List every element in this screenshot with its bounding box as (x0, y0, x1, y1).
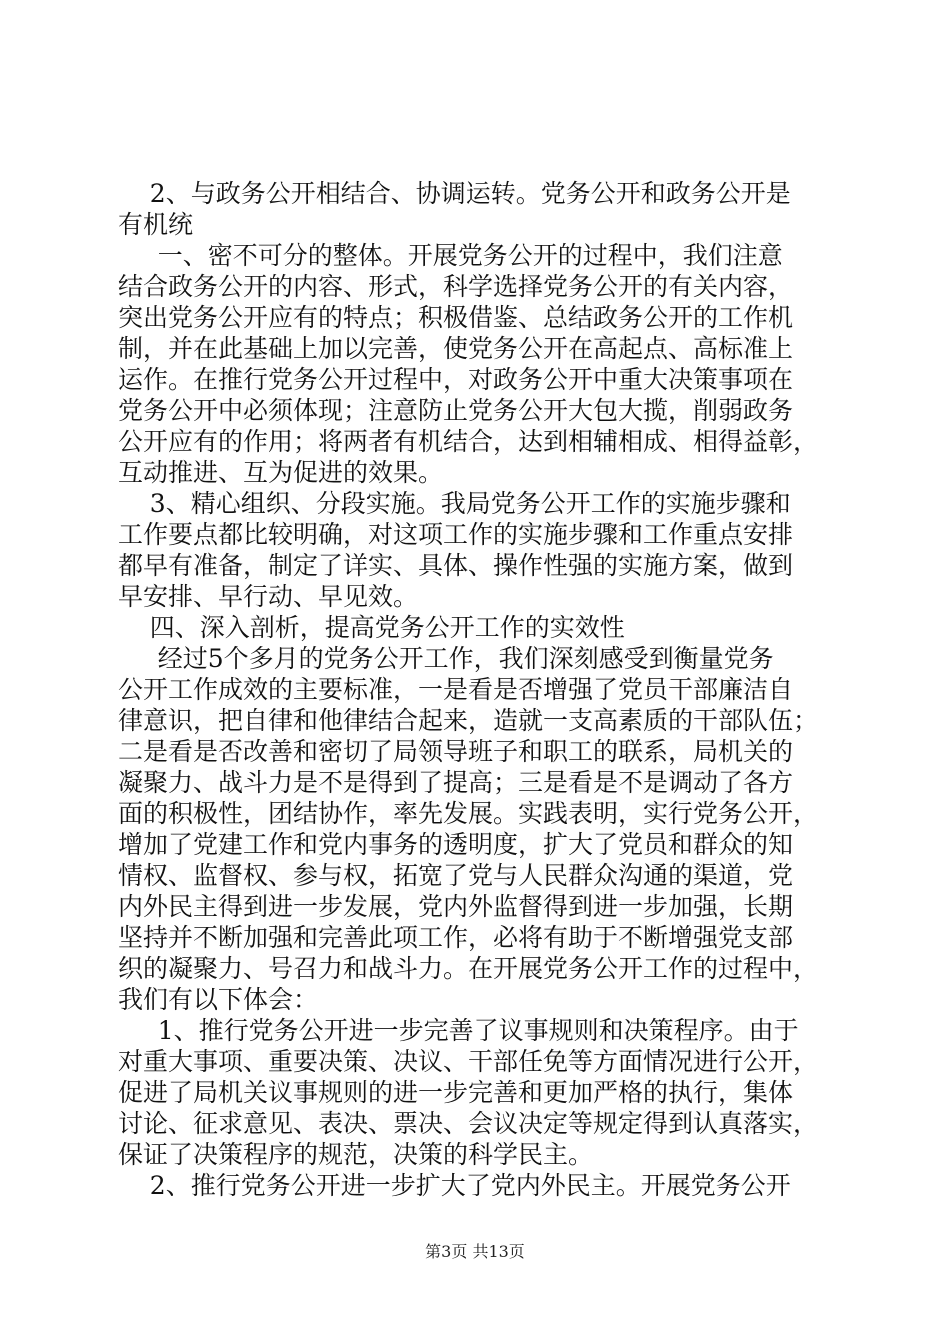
text-line: 公开应有的作用；将两者有机结合，达到相辅相成、相得益彰， (118, 427, 819, 456)
text-line: 党务公开中必须体现；注意防止党务公开大包大揽，削弱政务 (118, 396, 794, 425)
text-line: 1、推行党务公开进一步完善了议事规则和决策程序。由于 (118, 1016, 799, 1045)
text-line: 工作要点都比较明确，对这项工作的实施步骤和工作重点安排 (118, 520, 794, 549)
text-line: 结合政务公开的内容、形式，科学选择党务公开的有关内容， (118, 272, 794, 301)
text-line: 3、精心组织、分段实施。我局党务公开工作的实施步骤和 (118, 489, 791, 518)
text-line: 都早有准备，制定了详实、具体、操作性强的实施方案，做到 (118, 551, 794, 580)
text-line: 面的积极性，团结协作，率先发展。实践表明，实行党务公开， (118, 799, 819, 828)
text-line: 2、与政务公开相结合、协调运转。党务公开和政务公开是 (118, 179, 791, 208)
text-line: 互动推进、互为促进的效果。 (118, 458, 444, 487)
text-line: 对重大事项、重要决策、决议、干部任免等方面情况进行公开， (118, 1047, 819, 1076)
text-line: 凝聚力、战斗力是不是得到了提高；三是看是不是调动了各方 (118, 768, 794, 797)
text-line: 2、推行党务公开进一步扩大了党内外民主。开展党务公开 (118, 1171, 791, 1200)
text-line: 织的凝聚力、号召力和战斗力。在开展党务公开工作的过程中， (118, 954, 819, 983)
page-footer: 第3页 共13页 (425, 1242, 525, 1261)
text-line: 公开工作成效的主要标准，一是看是否增强了党员干部廉洁自 (118, 675, 794, 704)
text-line: 二是看是否改善和密切了局领导班子和职工的联系，局机关的 (118, 737, 794, 766)
text-line: 经过5个多月的党务公开工作，我们深刻感受到衡量党务 (118, 644, 774, 673)
text-line: 早安排、早行动、早见效。 (118, 582, 419, 611)
text-line: 坚持并不断加强和完善此项工作，必将有助于不断增强党支部 (118, 923, 794, 952)
text-line: 保证了决策程序的规范，决策的科学民主。 (118, 1140, 594, 1169)
text-line: 突出党务公开应有的特点；积极借鉴、总结政务公开的工作机 (118, 303, 794, 332)
text-line: 增加了党建工作和党内事务的透明度，扩大了党员和群众的知 (118, 830, 794, 859)
text-line: 制，并在此基础上加以完善，使党务公开在高起点、高标准上 (118, 334, 794, 363)
text-line: 情权、监督权、参与权，拓宽了党与人民群众沟通的渠道，党 (118, 861, 794, 890)
text-line: 内外民主得到进一步发展，党内外监督得到进一步加强，长期 (118, 892, 794, 921)
text-line: 运作。在推行党务公开过程中，对政务公开中重大决策事项在 (118, 365, 794, 394)
text-line: 促进了局机关议事规则的进一步完善和更加严格的执行，集体 (118, 1078, 794, 1107)
text-line: 一、密不可分的整体。开展党务公开的过程中，我们注意 (118, 241, 783, 270)
text-line: 讨论、征求意见、表决、票决、会议决定等规定得到认真落实， (118, 1109, 819, 1138)
document-body (118, 178, 838, 1201)
text-line: 有机统 (118, 210, 194, 239)
text-line: 四、深入剖析，提高党务公开工作的实效性 (118, 613, 625, 642)
text-line: 我们有以下体会： (118, 985, 319, 1014)
text-line: 律意识，把自律和他律结合起来，造就一支高素质的干部队伍； (118, 706, 819, 735)
